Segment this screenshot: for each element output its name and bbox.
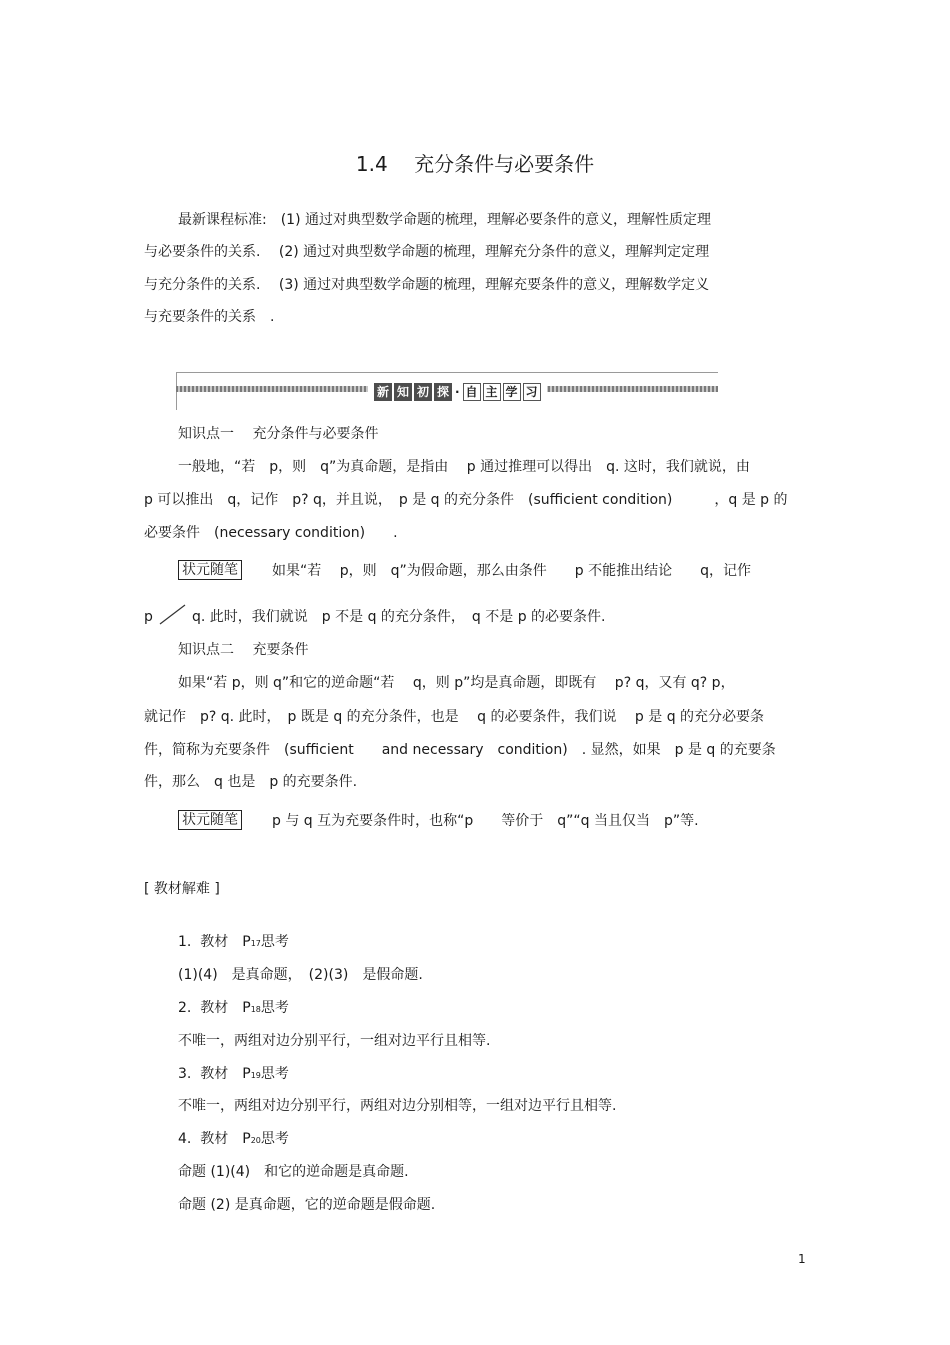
item-number: 2. 教材 P bbox=[178, 1000, 251, 1016]
paragraph-line: 必要条件 (necessary condition) . bbox=[144, 525, 398, 541]
item-tail: 思考 bbox=[260, 934, 289, 950]
section-heading: [ 教材解难 ] bbox=[144, 881, 220, 897]
paragraph-line: 就记作 p? q. 此时， p 既是 q 的充分条件，也是 q 的必要条件，我们说 p 是 q 的充分必要条 bbox=[144, 709, 765, 725]
banner-label bbox=[368, 382, 547, 402]
standard-line: 与充要条件的关系 . bbox=[144, 309, 275, 325]
paragraph-line: 件，简称为充要条件 (sufficient and necessary condition) . 显然，如果 p 是 q 的充要条 bbox=[144, 742, 776, 758]
item-tail: 思考 bbox=[260, 1066, 289, 1082]
page-subscript: 20 bbox=[250, 1136, 261, 1145]
paragraph-line: 件，那么 q 也是 p 的充要条件. bbox=[144, 774, 358, 790]
list-item bbox=[178, 1064, 289, 1086]
banner-chip: 学 bbox=[503, 383, 521, 401]
section-banner bbox=[176, 372, 718, 410]
item-number: 3. 教材 P bbox=[178, 1066, 251, 1082]
paragraph-line: 如果“若 p，则 q”和它的逆命题“若 q，则 p”均是真命题，即既有 p? q，又有 q? p， bbox=[178, 675, 735, 691]
banner-chip: 自 bbox=[463, 383, 481, 401]
banner-chip: 知 bbox=[394, 383, 412, 401]
item-tail: 思考 bbox=[260, 1131, 289, 1147]
note-line: p 与 q 互为充要条件时，也称“p 等价于 q”“q 当且仅当 p”等. bbox=[272, 813, 699, 829]
paragraph-line: p 可以推出 q，记作 p? q，并且说， p 是 q 的充分条件 (sufficient condition) ，q 是 p 的 bbox=[144, 492, 788, 508]
page-subscript: 17 bbox=[250, 939, 261, 948]
banner-chip: 习 bbox=[523, 383, 541, 401]
section-heading: 知识点二 充要条件 bbox=[178, 642, 309, 658]
standard-line: 与必要条件的关系. (2) 通过对典型数学命题的梳理，理解充分条件的意义，理解判定定理 bbox=[144, 244, 710, 260]
item-answer: 命题 (1)(4) 和它的逆命题是真命题. bbox=[178, 1164, 409, 1180]
item-tail: 思考 bbox=[260, 1000, 289, 1016]
page-subscript: 18 bbox=[250, 1005, 261, 1014]
item-answer: 不唯一，两组对边分别平行，两组对边分别相等，一组对边平行且相等. bbox=[178, 1098, 617, 1114]
note-line: 如果“若 p，则 q”为假命题，那么由条件 p 不能推出结论 q，记作 bbox=[272, 563, 751, 579]
note-line: q. 此时，我们就说 p 不是 q 的充分条件， q 不是 p 的必要条件. bbox=[192, 609, 606, 625]
item-answer: 不唯一，两组对边分别平行，一组对边平行且相等. bbox=[178, 1033, 491, 1049]
list-item bbox=[178, 998, 289, 1020]
section-heading: 知识点一 充分条件与必要条件 bbox=[178, 426, 379, 442]
banner-chip: 新 bbox=[374, 383, 392, 401]
note-line: p bbox=[144, 609, 153, 625]
paragraph-line: 一般地，“若 p，则 q”为真命题，是指由 p 通过推理可以得出 q. 这时，我们就说，由 bbox=[178, 459, 750, 475]
item-answer: 命题 (2) 是真命题，它的逆命题是假命题. bbox=[178, 1197, 436, 1213]
not-implies-icon bbox=[158, 602, 188, 626]
banner-chip: 初 bbox=[414, 383, 432, 401]
banner-chip: 探 bbox=[434, 383, 452, 401]
banner-dot: · bbox=[455, 385, 460, 399]
standard-line: 与充分条件的关系. (3) 通过对典型数学命题的梳理，理解充要条件的意义，理解数学定义 bbox=[144, 277, 710, 293]
list-item bbox=[178, 932, 289, 954]
page-number: 1 bbox=[798, 1252, 806, 1266]
banner-chip: 主 bbox=[483, 383, 501, 401]
page-title: 1.4 充分条件与必要条件 bbox=[355, 152, 595, 176]
item-number: 4. 教材 P bbox=[178, 1131, 251, 1147]
page-subscript: 19 bbox=[250, 1071, 261, 1080]
item-answer: (1)(4) 是真命题， (2)(3) 是假命题. bbox=[178, 967, 423, 983]
list-item bbox=[178, 1129, 289, 1151]
standard-line: 最新课程标准: (1) 通过对典型数学命题的梳理，理解必要条件的意义，理解性质定理 bbox=[178, 212, 711, 228]
banner-border bbox=[176, 372, 718, 373]
item-number: 1. 教材 P bbox=[178, 934, 251, 950]
note-label: 状元随笔 bbox=[178, 560, 242, 580]
note-label: 状元随笔 bbox=[178, 810, 242, 830]
